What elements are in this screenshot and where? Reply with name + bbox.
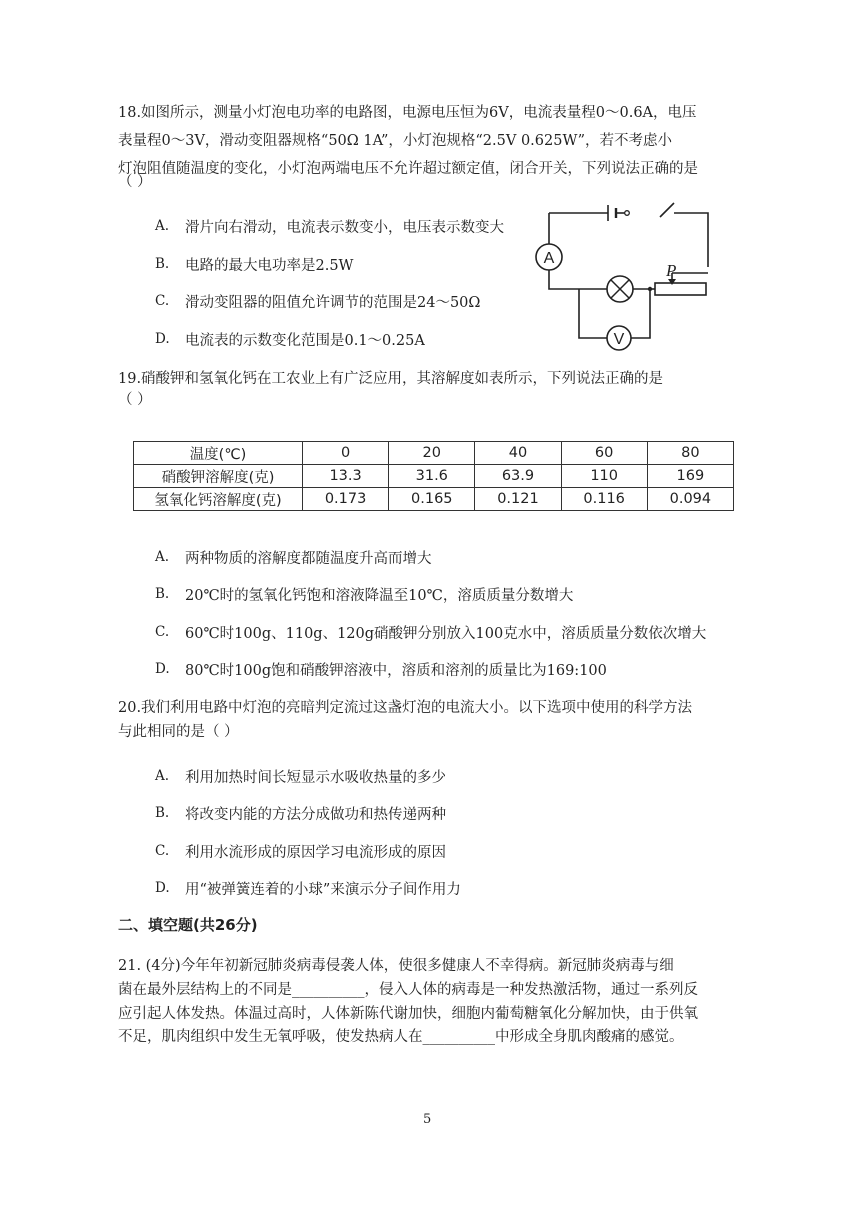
- q18-option-c-text: 滑动变阻器的阻值允许调节的范围是24～50Ω: [185, 295, 481, 311]
- q19-option-a-letter: A.: [155, 549, 170, 565]
- q20-line-2: 与此相同的是（ ）: [118, 724, 239, 740]
- voltmeter-symbol: [607, 326, 631, 350]
- junction-dot: [648, 287, 652, 291]
- table-cell: 硝酸钾溶解度(克): [134, 465, 303, 488]
- table-cell: 0.121: [475, 488, 561, 511]
- q18-option-a-letter: A.: [155, 218, 170, 234]
- table-cell: 13.3: [303, 465, 389, 488]
- q20-option-a-text: 利用加热时间长短显示水吸收热量的多少: [185, 770, 446, 786]
- table-cell: 169: [647, 465, 733, 488]
- table-header-cell: 0: [303, 442, 389, 465]
- rheostat-symbol: [655, 283, 706, 295]
- q19-option-b-letter: B.: [155, 586, 170, 602]
- table-header-cell: 20: [389, 442, 475, 465]
- q20-option-d-text: 用“被弹簧连着的小球”来演示分子间作用力: [185, 882, 461, 898]
- table-cell: 0.165: [389, 488, 475, 511]
- q18-line-4: （ ）: [118, 174, 152, 190]
- ammeter-symbol: [536, 244, 562, 270]
- ammeter-label: A: [543, 250, 555, 267]
- table-header-cell: 80: [647, 442, 733, 465]
- q19-option-c-text: 60℃时100g、110g、120g硝酸钾分别放入100克水中，溶质质量分数依次增大: [185, 626, 707, 642]
- q19-option-c-letter: C.: [155, 624, 170, 640]
- q18-option-c-letter: C.: [155, 293, 170, 309]
- q19-option-b-text: 20℃时的氢氧化钙饱和溶液降温至10℃，溶质质量分数增大: [185, 588, 574, 604]
- q21-line-1: 21. (4分)今年年初新冠肺炎病毒侵袭人体，使很多健康人不幸得病。新冠肺炎病毒与细: [118, 958, 674, 974]
- table-cell: 氢氧化钙溶解度(克): [134, 488, 303, 511]
- q20-line-1: 20.我们利用电路中灯泡的亮暗判定流过这盏灯泡的电流大小。以下选项中使用的科学方法: [118, 700, 693, 716]
- section-heading: 二、填空题(共26分): [118, 916, 258, 934]
- q20-option-c-text: 利用水流形成的原因学习电流形成的原因: [185, 845, 446, 861]
- table-cell: 110: [561, 465, 647, 488]
- q19-option-d-text: 80℃时100g饱和硝酸钾溶液中，溶质和溶剂的质量比为169:100: [185, 663, 607, 679]
- q18-option-b-letter: B.: [155, 256, 170, 272]
- table-row: [134, 488, 734, 511]
- q19-option-a-text: 两种物质的溶解度都随温度升高而增大: [185, 551, 432, 567]
- switch-contact: [625, 211, 630, 216]
- q21-line-3: 应引起人体发热。体温过高时，人体新陈代谢加快，细胞内葡萄糖氧化分解加快，由于供氧: [118, 1006, 698, 1022]
- table-cell: 0.173: [303, 488, 389, 511]
- q20-option-b-text: 将改变内能的方法分成做功和热传递两种: [185, 807, 446, 823]
- q18-option-b-text: 电路的最大电功率是2.5W: [185, 258, 354, 274]
- q18-option-d-text: 电流表的示数变化范围是0.1～0.25A: [185, 333, 425, 349]
- table-cell: 63.9: [475, 465, 561, 488]
- voltmeter-label: V: [613, 331, 625, 348]
- table-header-cell: 40: [475, 442, 561, 465]
- q21-line-4: 不足，肌肉组织中发生无氧呼吸，使发热病人在__________中形成全身肌肉酸痛的感觉。: [118, 1029, 684, 1045]
- q19-line-1: 19.硝酸钾和氢氧化钙在工农业上有广泛应用，其溶解度如表所示，下列说法正确的是: [118, 371, 664, 387]
- q20-option-b-letter: B.: [155, 805, 170, 821]
- table-header-cell: 温度(℃): [134, 442, 303, 465]
- q20-option-c-letter: C.: [155, 843, 170, 859]
- table-header-cell: 60: [561, 442, 647, 465]
- table-row: [134, 465, 734, 488]
- q20-option-d-letter: D.: [155, 880, 170, 896]
- page-number: 5: [423, 1112, 432, 1127]
- solubility-table: [133, 441, 734, 511]
- circuit-diagram: [530, 196, 720, 358]
- q18-line-3: 灯泡阻值随温度的变化，小灯泡两端电压不允许超过额定值，闭合开关，下列说法正确的是: [118, 161, 698, 177]
- q19-option-d-letter: D.: [155, 661, 170, 677]
- q18-line-1: 18.如图所示，测量小灯泡电功率的电路图，电源电压恒为6V，电流表量程0～0.6A，电压: [118, 105, 697, 121]
- q20-option-a-letter: A.: [155, 768, 170, 784]
- lamp-symbol: [607, 276, 633, 302]
- q19-line-2: （ ）: [118, 392, 152, 408]
- table-cell: 0.094: [647, 488, 733, 511]
- table-cell: 0.116: [561, 488, 647, 511]
- table-header-row: [134, 442, 734, 465]
- q21-line-2: 菌在最外层结构上的不同是__________，侵入人体的病毒是一种发热激活物，通过一系列反: [118, 982, 698, 998]
- q18-option-d-letter: D.: [155, 331, 170, 347]
- table-cell: 31.6: [389, 465, 475, 488]
- q18-option-a-text: 滑片向右滑动，电流表示数变小，电压表示数变大: [185, 220, 504, 236]
- q18-line-2: 表量程0～3V，滑动变阻器规格“50Ω 1A”，小灯泡规格“2.5V 0.625W”，若不考虑小: [118, 133, 673, 149]
- slider-label: P: [666, 261, 677, 280]
